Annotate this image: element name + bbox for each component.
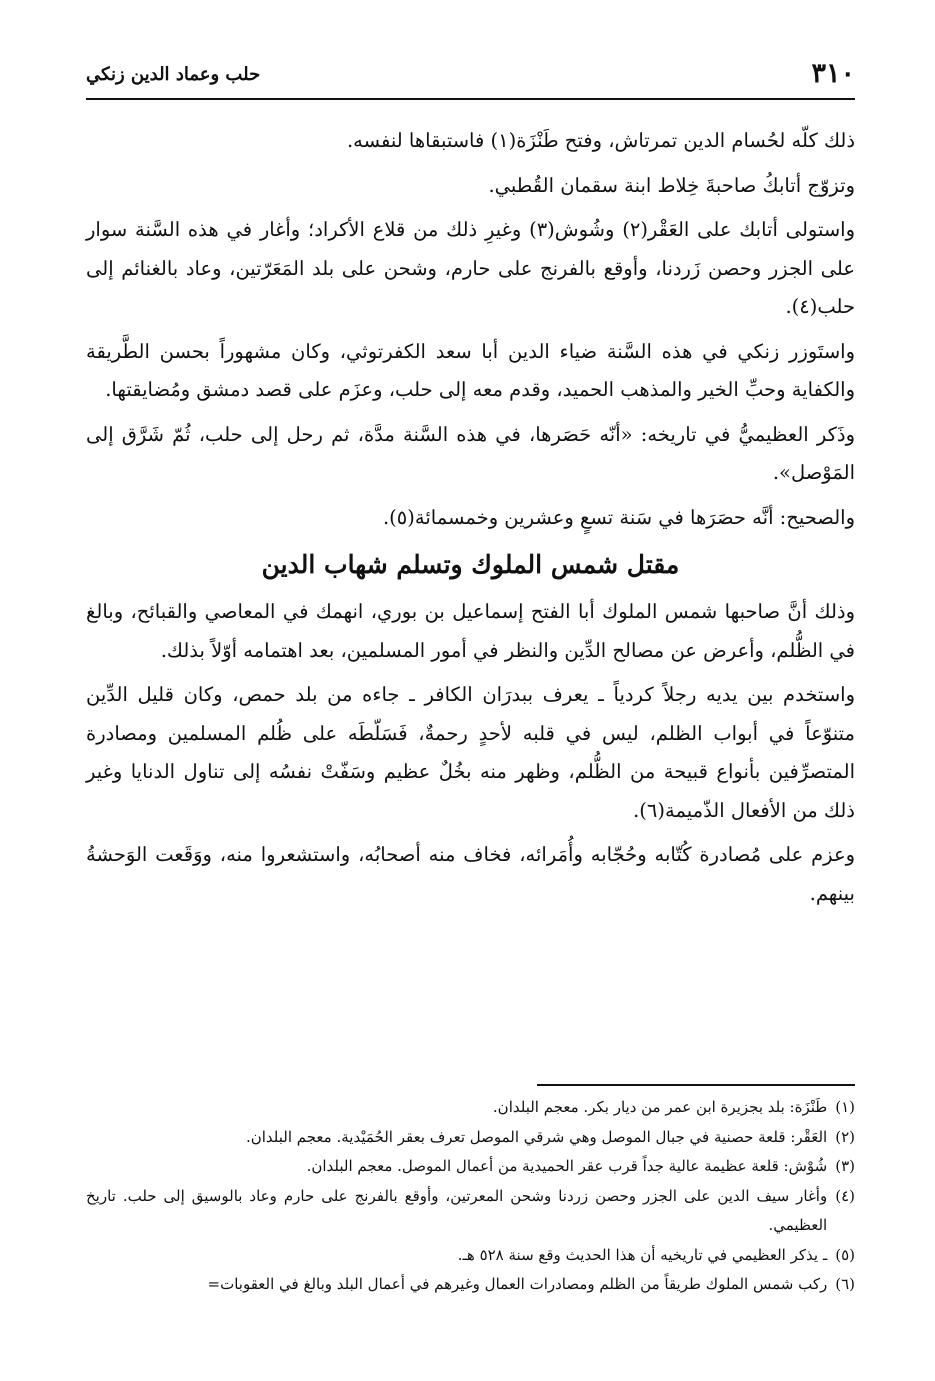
footnote-3	[86, 1152, 855, 1182]
section-title: مقتل شمس الملوك وتسلم شهاب الدين	[261, 550, 680, 579]
footnote-mark: (٢)	[835, 1127, 855, 1146]
running-header	[86, 56, 855, 100]
footnote-text: ـ يذكر العظيمي في تاريخيه أن هذا الحديث وقع سنة ٥٢٨ هـ.	[457, 1245, 828, 1264]
footnote-separator	[537, 1084, 855, 1086]
footnote-5	[86, 1241, 855, 1271]
footnote-mark: (٣)	[835, 1157, 855, 1175]
paragraph-4: واستَوزر زنكي في هذه السَّنة ضياء الدين أبا سعد الكفرتوثي، وكان مشهوراً بحسن الطَّريقة والكفاية وحبِّ الخير والمذهب الحميد، وقدم معه إلى حلب، وعزَم على قصد دمشق ومُضايقتها.	[86, 339, 855, 401]
main-text	[86, 122, 855, 919]
footnote-text: شُوْش: قلعة عظيمة عالية جداً قرب عقر الحميدية من أعمال الموصل. معجم البلدان.	[306, 1157, 828, 1175]
footnotes	[86, 1093, 855, 1300]
page-number: ٣١٠	[811, 58, 855, 89]
footnote-6	[86, 1270, 855, 1300]
footnote-mark: (٥)	[835, 1245, 855, 1264]
footnote-4	[86, 1182, 855, 1241]
paragraph-9: وعزم على مُصادرة كُتّابه وحُجّابه وأُمَرائه، فخاف منه أصحابُه، واستشعروا منه، ووَقَعت الوَحشةُ بينهم.	[86, 843, 855, 905]
footnote-mark: (١)	[835, 1098, 855, 1116]
paragraph-5: وذَكر العظيميُّ في تاريخه: «أنّه حَصَرها، في هذه السَّنة مدَّة، ثم رحل إلى حلب، ثُمّ شَرَّق إلى المَوْصل».	[86, 422, 855, 484]
footnote-1	[86, 1093, 855, 1123]
footnote-text: وأغار سيف الدين على الجزر وحصن زردنا وشحن المعرتين، وأوقع بالفرنج على حارم وعاد بالوسيق إلى حلب. تاريخ العظيمي.	[86, 1186, 828, 1234]
paragraph-6: والصحيح: أنَّه حصَرَها في سَنة تسعٍ وعشرين وخمسمائة(٥).	[382, 505, 855, 529]
footnote-mark: (٦)	[835, 1275, 855, 1293]
footnote-2	[86, 1123, 855, 1153]
paragraph-1: ذلك كلّه لحُسام الدين تمرتاش، وفتح طَنْزَة(١) فاستبقاها لنفسه.	[346, 129, 855, 152]
paragraph-3: واستولى أتابك على العَقْر(٢) وشُوش(٣) وغيرِ ذلك من قلاع الأكراد؛ وأغار في هذه السَّنة سوار على الجزر وحصن زَردنا، وأوقع بالفرنج على حارم، وشحن على بلد المَعَرّتين، وعاد بالغنائم إلى حلب(٤).	[86, 218, 856, 318]
footnote-text: ركب شمس الملوك طريقاً من الظلم ومصادرات العمال وغيرهم في أعمال البلد وبالغ في العقوبات=	[207, 1275, 828, 1293]
footnote-text: طَنْزَة: بلد بجزيرة ابن عمر من ديار بكر. معجم البلدان.	[492, 1098, 828, 1116]
paragraph-2: وتزوّج أتابكُ صاحبةَ خِلاط ابنة سقمان القُطبي.	[488, 173, 855, 197]
paragraph-7: وذلك أنَّ صاحبها شمس الملوك أبا الفتح إسماعيل بن بوري، انهمك في المعاصي والقبائح، وبالغ في الظُّلم، وأعرض عن مصالح الدِّين والنظر في أمور المسلمين، بعد اهتمامه أوّلاً بذلك.	[86, 600, 855, 662]
running-title: حلب وعماد الدين زنكي	[86, 64, 261, 85]
footnote-mark: (٤)	[835, 1186, 855, 1205]
paragraph-8: واستخدم بين يديه رجلاً كردياً ـ يعرف ببدرَان الكافر ـ جاءه من بلد حمص، وكان قليل الدِّين متنوّعاً في أبواب الظلم، ليس في قلبه لأحدٍ رحمةٌ، فَسَلّطَه على ظُلم المسلمين ومصادرة المتصرِّفين بأنواع قبيحة من الظُّلم، وظهر منه بخُلٌ عظيم وسَفّتْ نفسُه إلى تناول الدنايا وغير ذلك من الأفعال الذّميمة(٦).	[86, 683, 855, 822]
footnote-text: العَقْر: قلعة حصنية في جبال الموصل وهي شرقي الموصل تعرف بعقر الحُمَيْدية. معجم البلدان.	[245, 1127, 828, 1146]
